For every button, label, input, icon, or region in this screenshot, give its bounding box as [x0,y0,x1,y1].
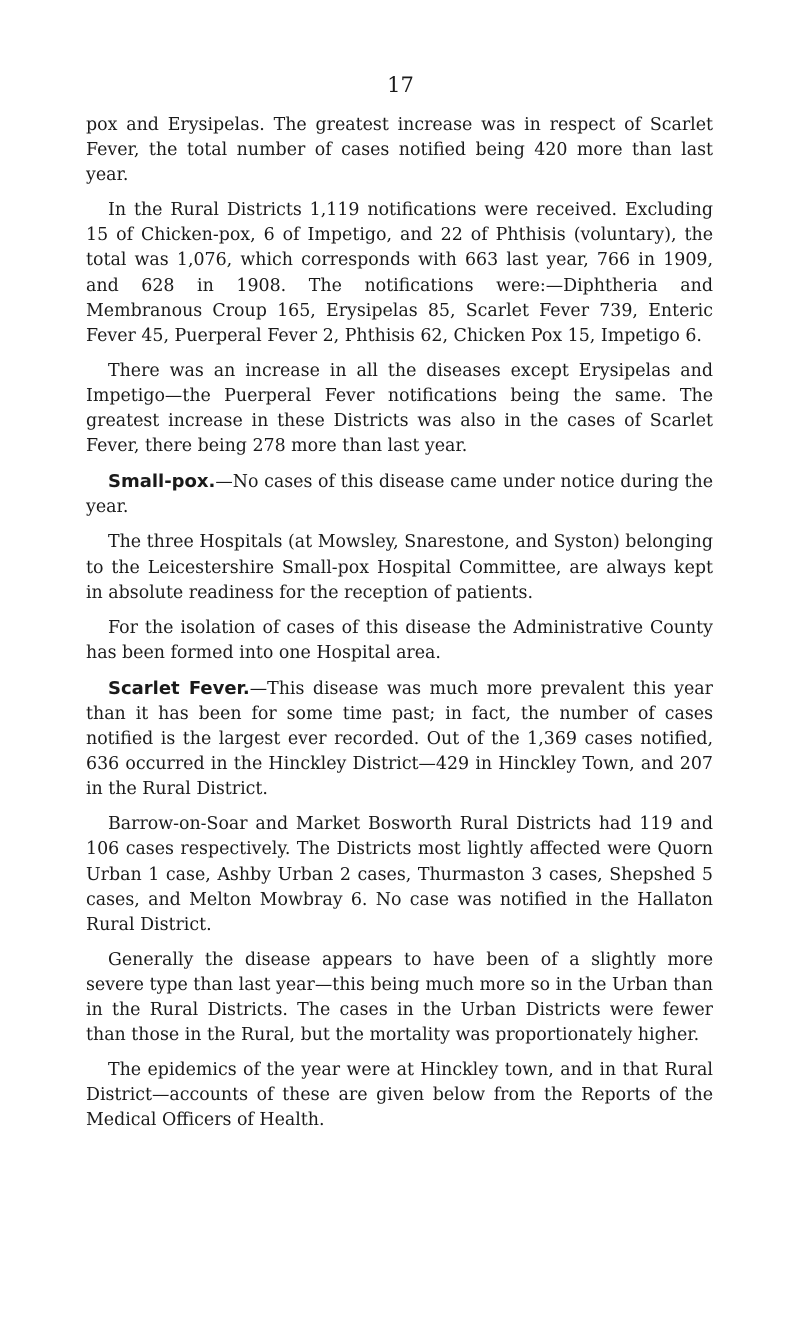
paragraph-epidemics: The epidemics of the year were at Hinckley town, and in that Rural District—accounts of these are given below from the Reports of the Medical Officers of Health. [86,1060,713,1131]
section-heading-scarlet-fever: Scarlet Fever. [108,677,250,699]
small-pox-text: —No cases of this disease came under notice during the year. [86,472,713,518]
paragraph-barrow-bosworth: Barrow-on-Soar and Market Bosworth Rural Districts had 119 and 106 cases respectively. The Districts most lightly affected were Quorn Urban 1 case, Ashby Urban 2 cases, Thurmaston 3 cases, Shepshed 5 cases, and Melton Mowbray 6. No case was notified in the Hallaton Rural District. [86,814,713,935]
paragraph-rural-districts: In the Rural Districts 1,119 notifications were received. Excluding 15 of Chicken-pox, 6 of Impetigo, and 22 of Phthisis (voluntary), the total was 1,076, which corresponds with 663 last year, 766 in 1909, and 628 in 1908. The notifications were:—Diphtheria and Membranous Croup 165, Erysipelas 85, Scarlet Fever 739, Enteric Fever 45, Puerperal Fever 2, Phthisis 62, Chicken Pox 15, Impetigo 6. [86,200,713,346]
body-text [86,113,713,1143]
paragraph-hospitals: The three Hospitals (at Mowsley, Snarestone, and Syston) belonging to the Leicestershire Small-pox Hospital Committee, are always kept in absolute readiness for the reception of patients. [86,532,713,603]
paragraph-scarlet-fever [86,676,713,802]
paragraph-severity: Generally the disease appears to have been of a slightly more severe type than last year—this being much more so in the Urban than in the Rural Districts. The cases in the Urban Districts were fewer than those in the Rural, but the mortality was proportionately higher. [86,949,713,1046]
page-number: 17 [387,73,414,97]
section-heading-small-pox: Small-pox. [108,471,216,493]
paragraph-continuation: pox and Erysipelas. The greatest increase was in respect of Scarlet Fever, the total number of cases notified being 420 more than last year. [86,115,713,186]
scarlet-fever-text: —This disease was much more prevalent this year than it has been for some time past; in fact, the number of cases notified is the largest ever recorded. Out of the 1,369 cases notified, 636 occurred in the Hinckley District—429 in Hinckley Town, and 207 in the Rural District. [86,678,713,800]
paragraph-increase: There was an increase in all the diseases except Erysipelas and Impetigo—the Puerperal Fever notifications being the same. The greatest increase in these Districts was also in the cases of Scarlet Fever, there being 278 more than last year. [86,360,713,457]
paragraph-small-pox [86,469,713,520]
paragraph-isolation: For the isolation of cases of this disease the Administrative County has been formed into one Hospital area. [86,617,713,663]
